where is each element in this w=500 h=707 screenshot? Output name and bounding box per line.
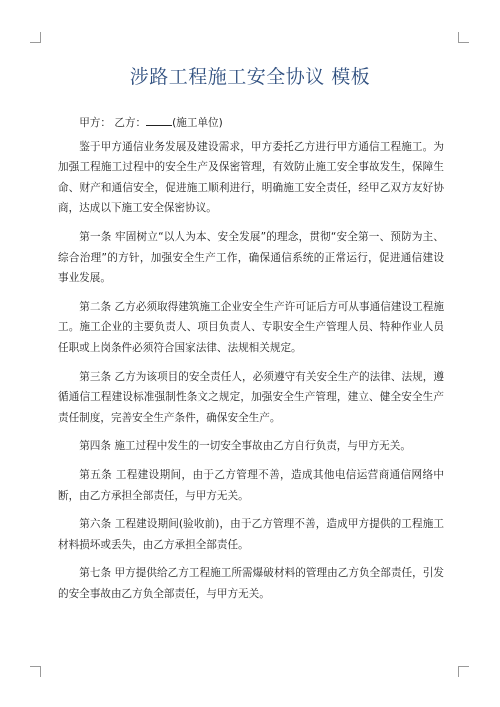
paragraph-article-7: 第七条 甲方提供给乙方工程施工所需爆破材料的管理由乙方负全部责任，引发的安全事故由乙方负全部责任，与甲方无关。: [58, 567, 444, 600]
paragraph-article-1: 第一条 牢固树立“以人为本、安全发展”的理念，贯彻“安全第一、预防为主、综合治理”的方针，加强安全生产工作，确保通信系统的正常运行，促进通信建设事业发展。: [58, 230, 444, 285]
party-line: [58, 113, 444, 134]
paragraph-article-2: 第二条 乙方必须取得建筑施工企业安全生产许可证后方可从事通信建设工程施工。施工企业的主要负责人、项目负责人、专职安全生产管理人员、特种作业人员任职或上岗条件必须符合国家法律、法规相关规定。: [58, 300, 444, 354]
crop-mark-top-right: [458, 32, 469, 43]
crop-mark-bottom-right: [458, 666, 469, 677]
paragraph-article-6: 第六条 工程建设期间(验收前)，由于乙方管理不善，造成甲方提供的工程施工材料损坏或丢失，由乙方承担全部责任。: [58, 518, 444, 551]
party-a-label: 甲方：: [79, 117, 111, 129]
party-b-suffix: (施工单位): [172, 117, 223, 129]
paragraph-article-5: 第五条 工程建设期间，由于乙方管理不善，造成其他电信运营商通信网络中断，由乙方承担全部责任，与甲方无关。: [58, 468, 444, 502]
crop-mark-top-left: [30, 32, 41, 43]
party-b-blank: [146, 113, 172, 126]
document-body: [58, 113, 444, 612]
paragraph-article-4: 第四条 施工过程中发生的一切安全事故由乙方自行负责，与甲方无关。: [79, 440, 411, 453]
paragraph-preamble: 鉴于甲方通信业务发展及建设需求，甲方委托乙方进行甲方通信工程施工。为加强工程施工过程中的安全生产及保密管理，有效防止施工安全事故发生，保障生命、财产和通信安全，促进施工顺利进行，明确施工安全责任，经甲乙双方友好协商，达成以下施工安全保密协议。: [58, 140, 444, 215]
paragraph-article-3: 第三条 乙方为该项目的安全责任人，必须遵守有关安全生产的法律、法规，遵循通信工程建设标准强制性条文之规定，加强安全生产管理，建立、健全安全生产责任制度，完善安全生产条件，确保安全生产。: [58, 370, 444, 424]
party-b-label: 乙方：: [114, 117, 147, 129]
document-title: 涉路工程施工安全协议 模板: [129, 66, 371, 88]
crop-mark-bottom-left: [30, 666, 41, 677]
